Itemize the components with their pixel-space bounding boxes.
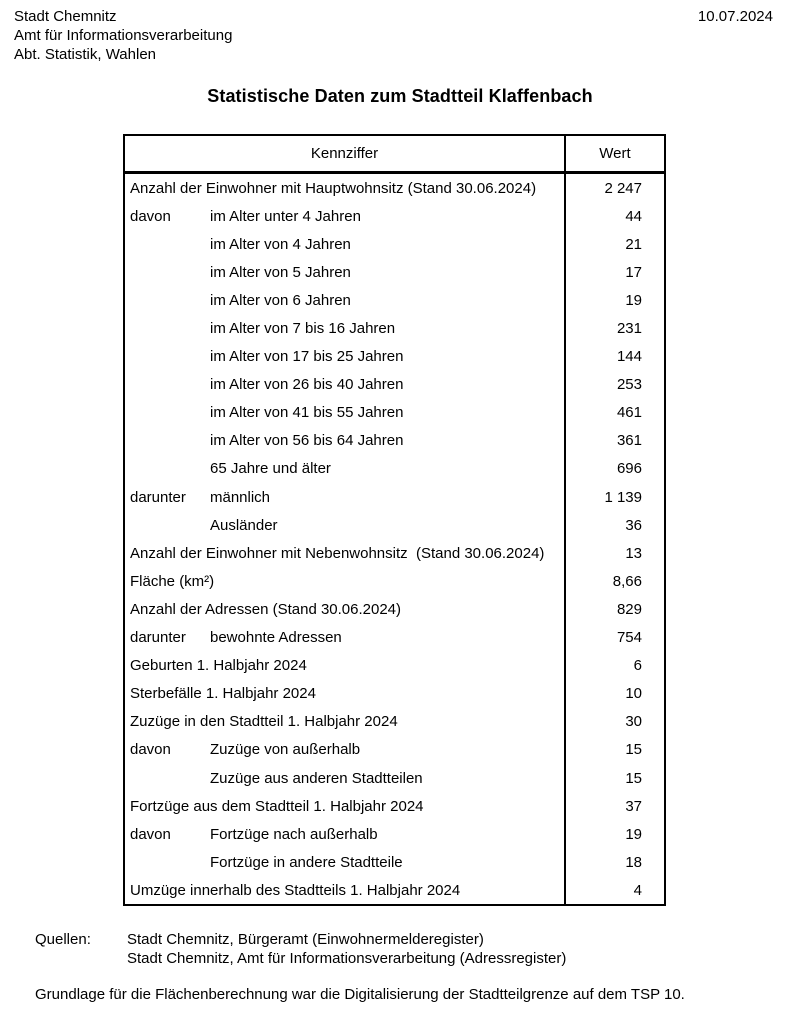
row-value: 21: [564, 230, 664, 258]
row-label-cell: [125, 708, 564, 736]
row-label-cell: [125, 202, 564, 230]
table-row: [125, 174, 664, 202]
row-prefix: davon: [130, 207, 171, 225]
row-label: im Alter von 5 Jahren: [210, 263, 351, 281]
row-label-cell: [125, 624, 564, 652]
table-row: [125, 567, 664, 595]
row-value: 30: [564, 708, 664, 736]
row-label-cell: [125, 652, 564, 680]
sources-block: [35, 930, 566, 968]
table-row: [125, 736, 664, 764]
row-value: 1 139: [564, 483, 664, 511]
row-label-cell: [125, 820, 564, 848]
table-row: [125, 708, 664, 736]
document-date: 10.07.2024: [697, 8, 773, 25]
row-label-cell: [125, 455, 564, 483]
sender-block: [14, 7, 232, 64]
row-value: 13: [564, 539, 664, 567]
sender-line-1: Stadt Chemnitz: [14, 8, 117, 25]
row-label-cell: [125, 876, 564, 904]
table-row: [125, 764, 664, 792]
table-body: [125, 174, 664, 904]
row-label-cell: [125, 539, 564, 567]
row-label-cell: [125, 314, 564, 342]
row-value: 6: [564, 652, 664, 680]
table-row: [125, 427, 664, 455]
row-label-cell: [125, 848, 564, 876]
row-label-cell: [125, 174, 564, 202]
row-value: 19: [564, 286, 664, 314]
row-label: Fortzüge aus dem Stadtteil 1. Halbjahr 2024: [130, 797, 424, 815]
table-row: [125, 371, 664, 399]
row-value: 461: [564, 399, 664, 427]
table-row: [125, 399, 664, 427]
row-label: Zuzüge in den Stadtteil 1. Halbjahr 2024: [130, 713, 398, 731]
row-value: 4: [564, 876, 664, 904]
row-value: 19: [564, 820, 664, 848]
row-label: Zuzüge aus anderen Stadtteilen: [210, 769, 423, 787]
row-label: im Alter von 17 bis 25 Jahren: [210, 348, 404, 366]
sources-label: Quellen:: [35, 931, 91, 948]
row-label: Ausländer: [210, 516, 278, 534]
table-row: [125, 792, 664, 820]
table-row: [125, 258, 664, 286]
row-value: 144: [564, 343, 664, 371]
row-value: 361: [564, 427, 664, 455]
row-label-cell: [125, 286, 564, 314]
row-value: 253: [564, 371, 664, 399]
row-label-cell: [125, 595, 564, 623]
table-row: [125, 314, 664, 342]
table-row: [125, 820, 664, 848]
row-value: 18: [564, 848, 664, 876]
row-label: Anzahl der Einwohner mit Nebenwohnsitz (Stand 30.06.2024): [130, 544, 545, 562]
table-row: [125, 455, 664, 483]
row-label-cell: [125, 399, 564, 427]
row-prefix: darunter: [130, 629, 186, 647]
row-prefix: davon: [130, 741, 171, 759]
row-label-cell: [125, 427, 564, 455]
column-header-kennziffer: Kennziffer: [310, 145, 379, 162]
row-value: 37: [564, 792, 664, 820]
row-label: 65 Jahre und älter: [210, 460, 331, 478]
row-label-cell: [125, 567, 564, 595]
row-label-cell: [125, 680, 564, 708]
row-label-cell: [125, 371, 564, 399]
table-row: [125, 652, 664, 680]
table-row: [125, 876, 664, 904]
row-value: 15: [564, 764, 664, 792]
row-label: Zuzüge von außerhalb: [210, 741, 361, 759]
row-label: Anzahl der Einwohner mit Hauptwohnsitz (Stand 30.06.2024): [130, 179, 537, 197]
row-value: 17: [564, 258, 664, 286]
row-label: Fortzüge in andere Stadtteile: [210, 853, 403, 871]
row-label-cell: [125, 258, 564, 286]
table-row: [125, 680, 664, 708]
row-label: im Alter von 41 bis 55 Jahren: [210, 404, 404, 422]
table-row: [125, 511, 664, 539]
row-value: 829: [564, 595, 664, 623]
table-row: [125, 595, 664, 623]
row-label: im Alter von 7 bis 16 Jahren: [210, 320, 396, 338]
row-value: 696: [564, 455, 664, 483]
column-header-wert: Wert: [564, 136, 664, 171]
row-label: im Alter von 56 bis 64 Jahren: [210, 432, 404, 450]
table-row: [125, 230, 664, 258]
row-label: Anzahl der Adressen (Stand 30.06.2024): [130, 600, 402, 618]
row-label: Fläche (km²): [130, 572, 215, 590]
sender-line-2: Amt für Informationsverarbeitung: [14, 27, 233, 44]
row-label: im Alter von 26 bis 40 Jahren: [210, 376, 404, 394]
table-row: [125, 483, 664, 511]
row-label-cell: [125, 483, 564, 511]
row-label: Umzüge innerhalb des Stadtteils 1. Halbjahr 2024: [130, 881, 461, 899]
row-value: 8,66: [564, 567, 664, 595]
row-label: bewohnte Adressen: [210, 629, 342, 647]
sources-list: [127, 930, 566, 968]
source-line-2: Stadt Chemnitz, Amt für Informationsverarbeitung (Adressregister): [127, 950, 567, 967]
row-label-cell: [125, 764, 564, 792]
row-label: männlich: [210, 488, 271, 506]
row-value: 2 247: [564, 174, 664, 202]
row-label-cell: [125, 792, 564, 820]
table-header-row: [125, 136, 664, 174]
row-prefix: davon: [130, 825, 171, 843]
source-line-1: Stadt Chemnitz, Bürgeramt (Einwohnermelderegister): [127, 931, 484, 948]
table-row: [125, 343, 664, 371]
area-calculation-note: Grundlage für die Flächenberechnung war die Digitalisierung der Stadtteilgrenze auf dem TSP 10.: [35, 986, 685, 1003]
row-value: 44: [564, 202, 664, 230]
table-row: [125, 286, 664, 314]
table-row: [125, 624, 664, 652]
row-value: 15: [564, 736, 664, 764]
page-title: Statistische Daten zum Stadtteil Klaffenbach: [207, 86, 593, 106]
row-label-cell: [125, 343, 564, 371]
statistics-table: [123, 134, 666, 906]
row-label: im Alter von 6 Jahren: [210, 291, 351, 309]
row-label-cell: [125, 230, 564, 258]
row-label: Geburten 1. Halbjahr 2024: [130, 657, 307, 675]
row-label: Fortzüge nach außerhalb: [210, 825, 378, 843]
table-row: [125, 202, 664, 230]
table-row: [125, 539, 664, 567]
row-value: 10: [564, 680, 664, 708]
row-value: 231: [564, 314, 664, 342]
row-label: im Alter von 4 Jahren: [210, 235, 351, 253]
row-prefix: darunter: [130, 488, 186, 506]
row-value: 36: [564, 511, 664, 539]
sender-line-3: Abt. Statistik, Wahlen: [14, 46, 157, 63]
row-label-cell: [125, 511, 564, 539]
row-label: im Alter unter 4 Jahren: [210, 207, 361, 225]
row-label: Sterbefälle 1. Halbjahr 2024: [130, 685, 316, 703]
row-value: 754: [564, 624, 664, 652]
table-row: [125, 848, 664, 876]
row-label-cell: [125, 736, 564, 764]
